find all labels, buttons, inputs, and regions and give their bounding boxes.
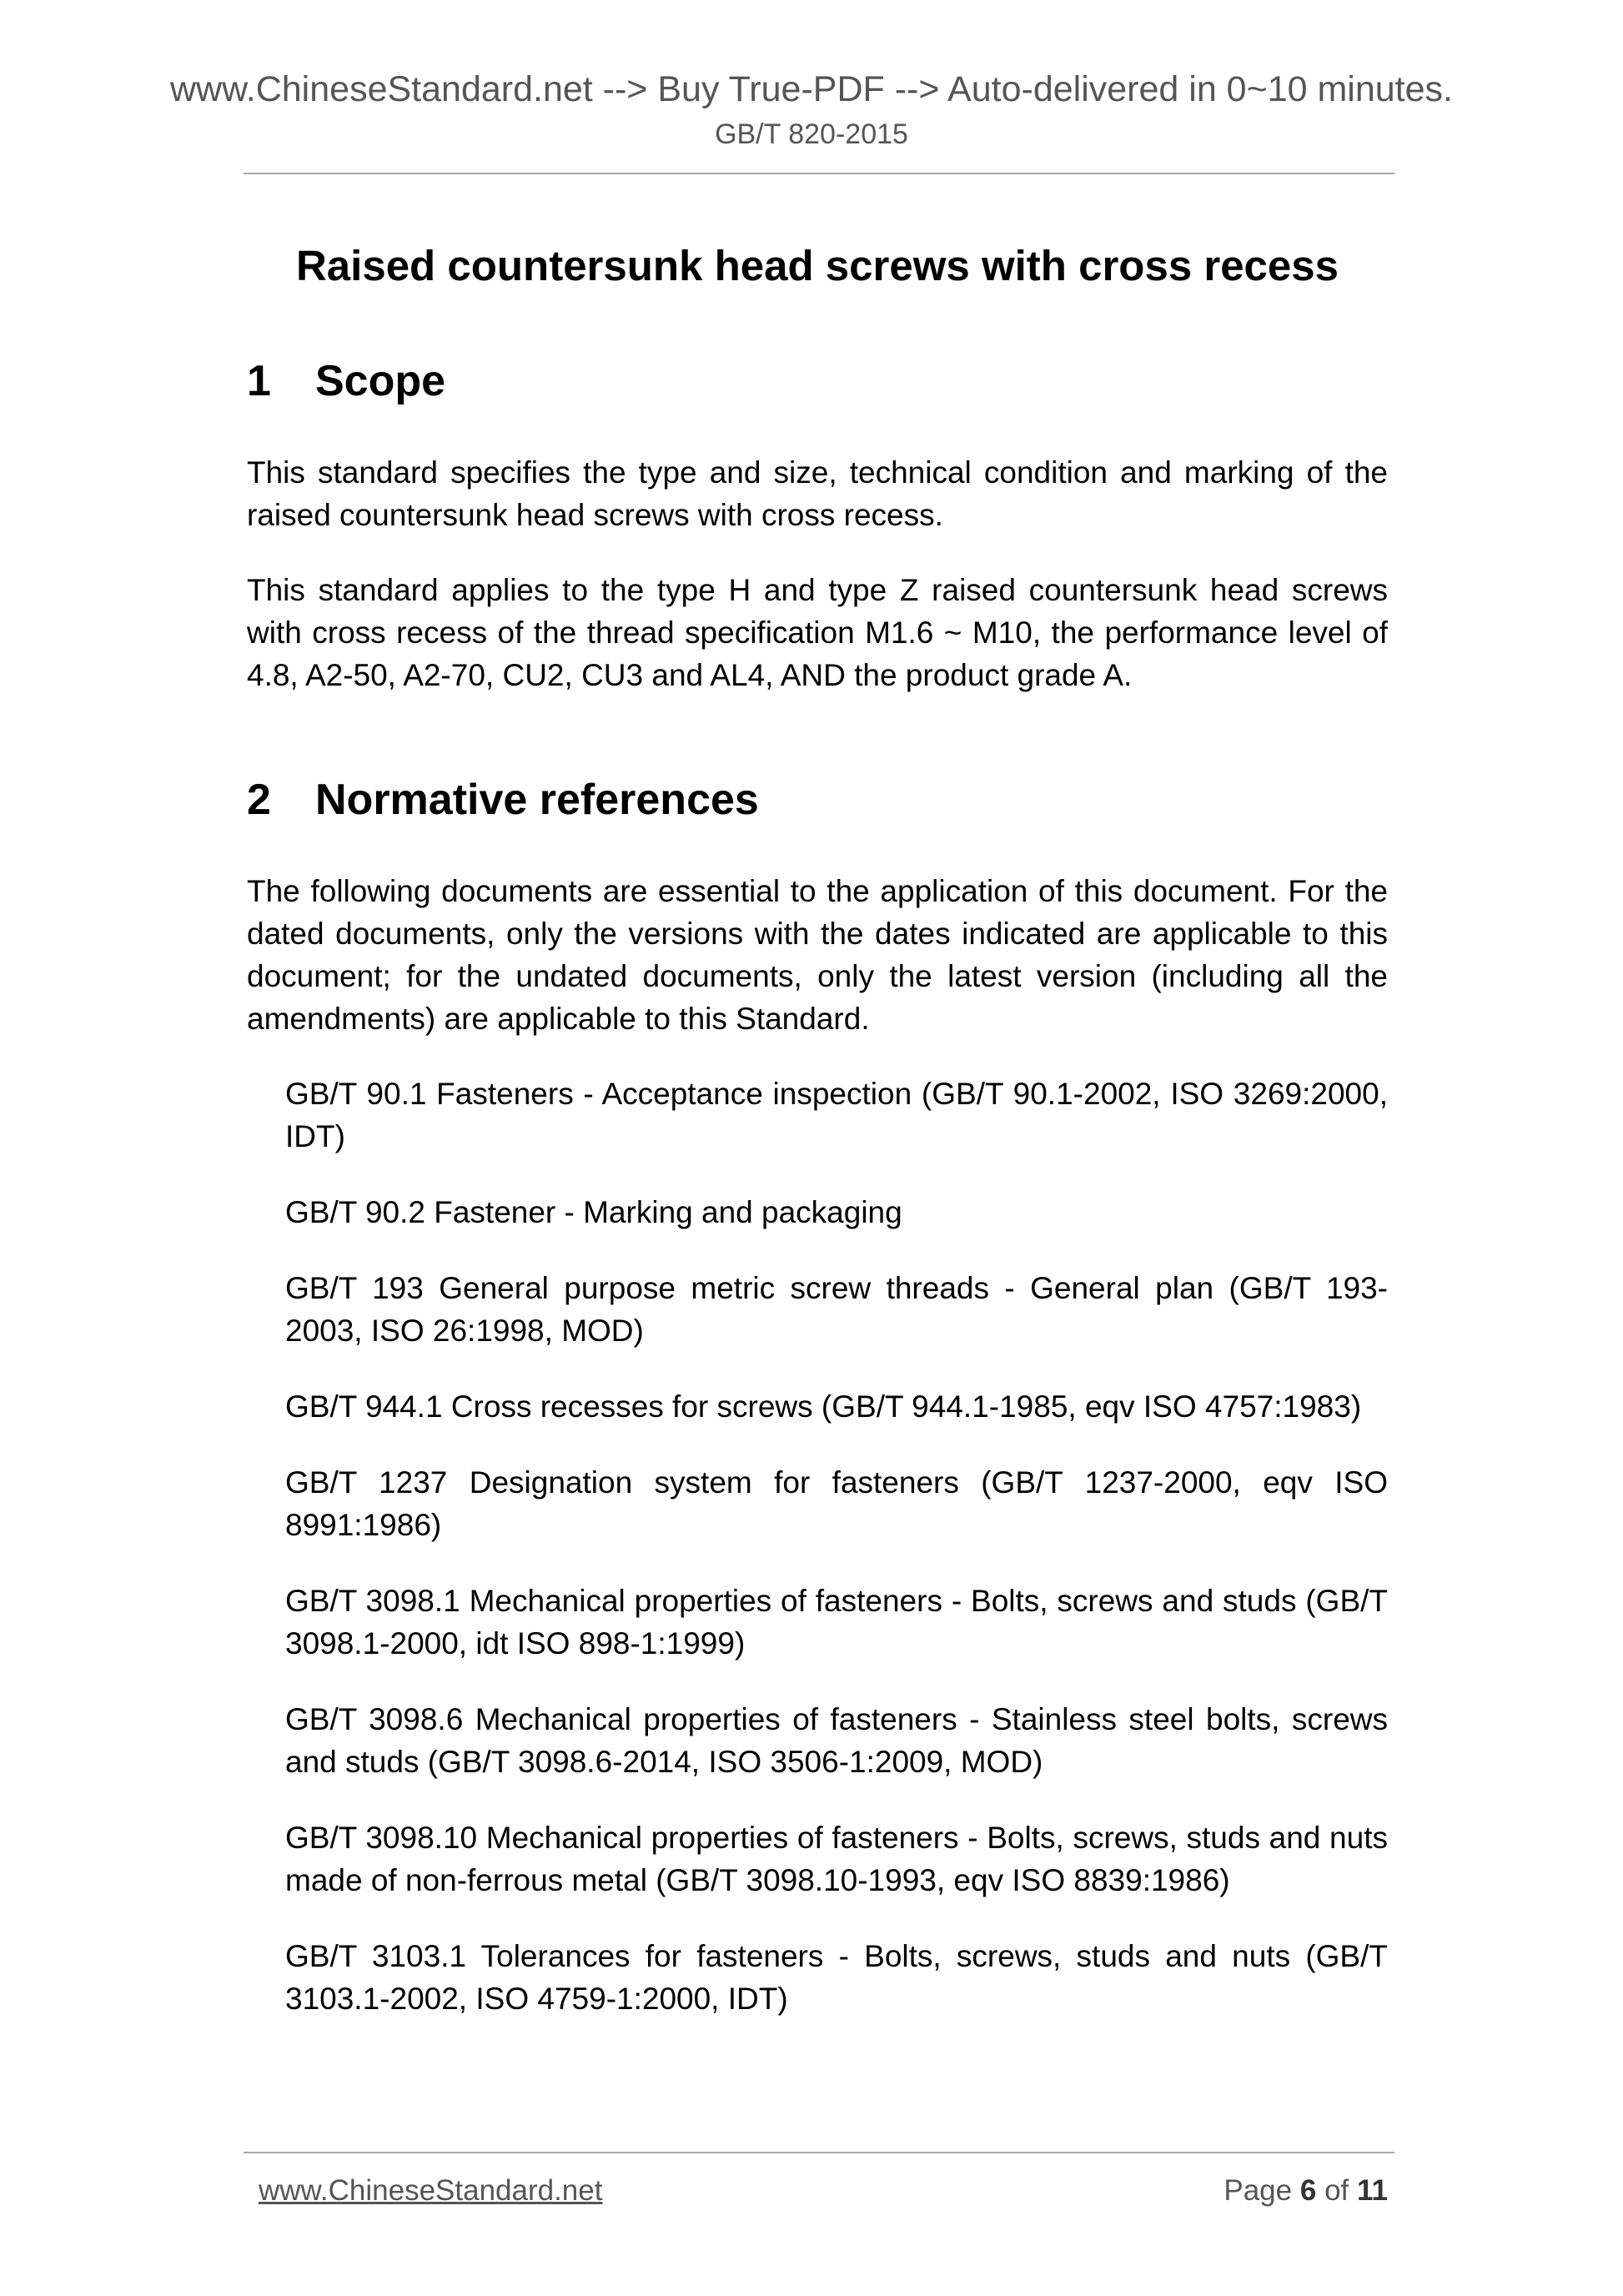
reference-item: GB/T 193 General purpose metric screw threads - General plan (GB/T 193-2003, ISO 26:1998, MOD): [285, 1271, 1388, 1348]
page-of: of: [1324, 2174, 1349, 2207]
reference-list: [285, 1073, 1388, 2020]
references-intro-paragraph: The following documents are essential to the application of this document. For the dated documents, only the versions with the dates indicated are applicable to this document; for the undated documents, only the latest version (including all the amendments) are applicable to this Standard.: [247, 874, 1388, 1036]
reference-item: GB/T 1237 Designation system for fasteners (GB/T 1237-2000, eqv ISO 8991:1986): [285, 1465, 1388, 1542]
section-title: Scope: [315, 357, 446, 405]
page-current: 6: [1299, 2174, 1317, 2207]
footer-site-link[interactable]: www.ChineseStandard.net: [259, 2174, 603, 2207]
header-standard-code: GB/T 820-2015: [715, 118, 908, 150]
header-promo-line: www.ChineseStandard.net --> Buy True-PDF --> Auto-delivered in 0~10 minutes.: [169, 69, 1453, 109]
page-prefix: Page: [1224, 2174, 1293, 2207]
scope-paragraph-2: This standard applies to the type H and type Z raised countersunk head screws with cross recess of the thread specification M1.6 ~ M10, the performance level of 4.8, A2-50, A2-70, CU2, CU3 and AL4, AND the product grade A.: [247, 573, 1388, 692]
section-number: 2: [247, 776, 271, 824]
reference-item: GB/T 90.1 Fasteners - Acceptance inspection (GB/T 90.1-2002, ISO 3269:2000, IDT): [285, 1077, 1388, 1153]
section-heading-scope: [247, 353, 1388, 409]
reference-item: GB/T 3103.1 Tolerances for fasteners - Bolts, screws, studs and nuts (GB/T 3103.1-2002, ISO 4759-1:2000, IDT): [285, 1939, 1388, 2016]
page-header: [0, 65, 1623, 153]
page-total: 11: [1357, 2174, 1388, 2207]
scope-paragraph-1: This standard specifies the type and size, technical condition and marking of the raised countersunk head screws with cross recess.: [247, 455, 1388, 532]
reference-item: GB/T 3098.10 Mechanical properties of fasteners - Bolts, screws, studs and nuts made of non-ferrous metal (GB/T 3098.10-1993, eqv ISO 8839:1986): [285, 1821, 1388, 1897]
section-title: Normative references: [315, 776, 759, 824]
section-heading-normative-references: [247, 771, 1388, 828]
document-body: [247, 238, 1388, 2053]
section-number: 1: [247, 357, 271, 405]
page-indicator: [1224, 2171, 1388, 2211]
header-divider: [244, 173, 1394, 174]
footer-divider: [244, 2152, 1394, 2153]
reference-item: GB/T 3098.6 Mechanical properties of fasteners - Stainless steel bolts, screws and studs (GB/T 3098.6-2014, ISO 3506-1:2009, MOD): [285, 1702, 1388, 1779]
reference-item: GB/T 3098.1 Mechanical properties of fasteners - Bolts, screws and studs (GB/T 3098.1-2000, idt ISO 898-1:1999): [285, 1584, 1388, 1660]
reference-item: GB/T 944.1 Cross recesses for screws (GB/T 944.1-1985, eqv ISO 4757:1983): [285, 1389, 1362, 1424]
document-title: Raised countersunk head screws with cross recess: [295, 242, 1339, 289]
reference-item: GB/T 90.2 Fastener - Marking and packaging: [285, 1195, 902, 1229]
